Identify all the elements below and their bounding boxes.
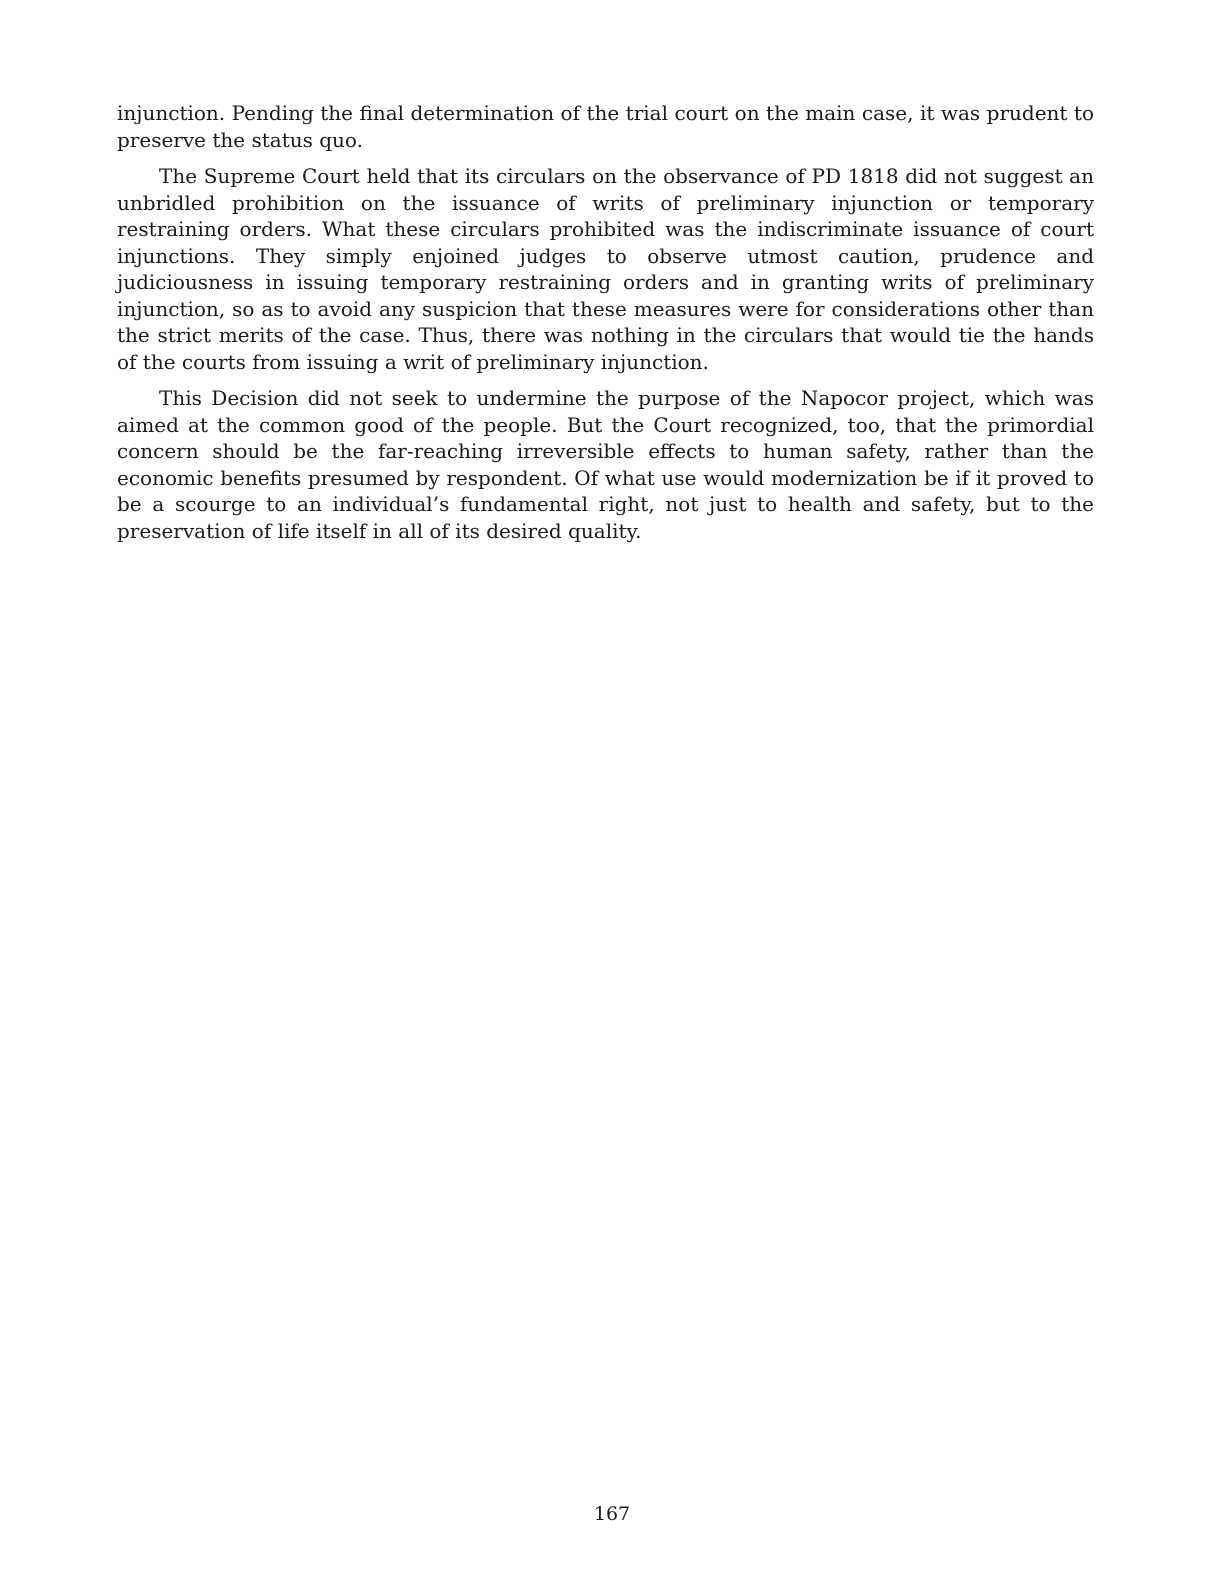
paragraph-circulars: The Supreme Court held that its circulars on the observance of PD 1818 did not suggest an unbridled prohibition on the issuance of writs of preliminary injunction or temporary restraining orders. What these circulars prohibited was the indiscriminate issuance of court injunctions. They simply enjoined judges to observe utmost caution, prudence and judiciousness in issuing temporary restraining orders and in granting writs of preliminary injunction, so as to avoid any suspicion that these measures were for considerations other than the strict merits of the case. Thus, there was nothing in the circulars that would tie the hands of the courts from issuing a writ of preliminary injunction. — [117, 164, 1094, 374]
document-body — [117, 100, 1094, 554]
page-number: 167 — [593, 1503, 631, 1525]
paragraph-continuation: injunction. Pending the final determination of the trial court on the main case, it was prudent to preserve the status quo. — [117, 101, 1094, 152]
paragraph-decision: This Decision did not seek to undermine the purpose of the Napocor project, which was aimed at the common good of the people. But the Court recognized, too, that the primordial concern should be the far-reaching irreversible effects to human safety, rather than the economic benefits presumed by respondent. Of what use would modernization be if it proved to be a scourge to an individual’s fundamental right, not just to health and safety, but to the preservation of life itself in all of its desired quality. — [117, 386, 1094, 543]
